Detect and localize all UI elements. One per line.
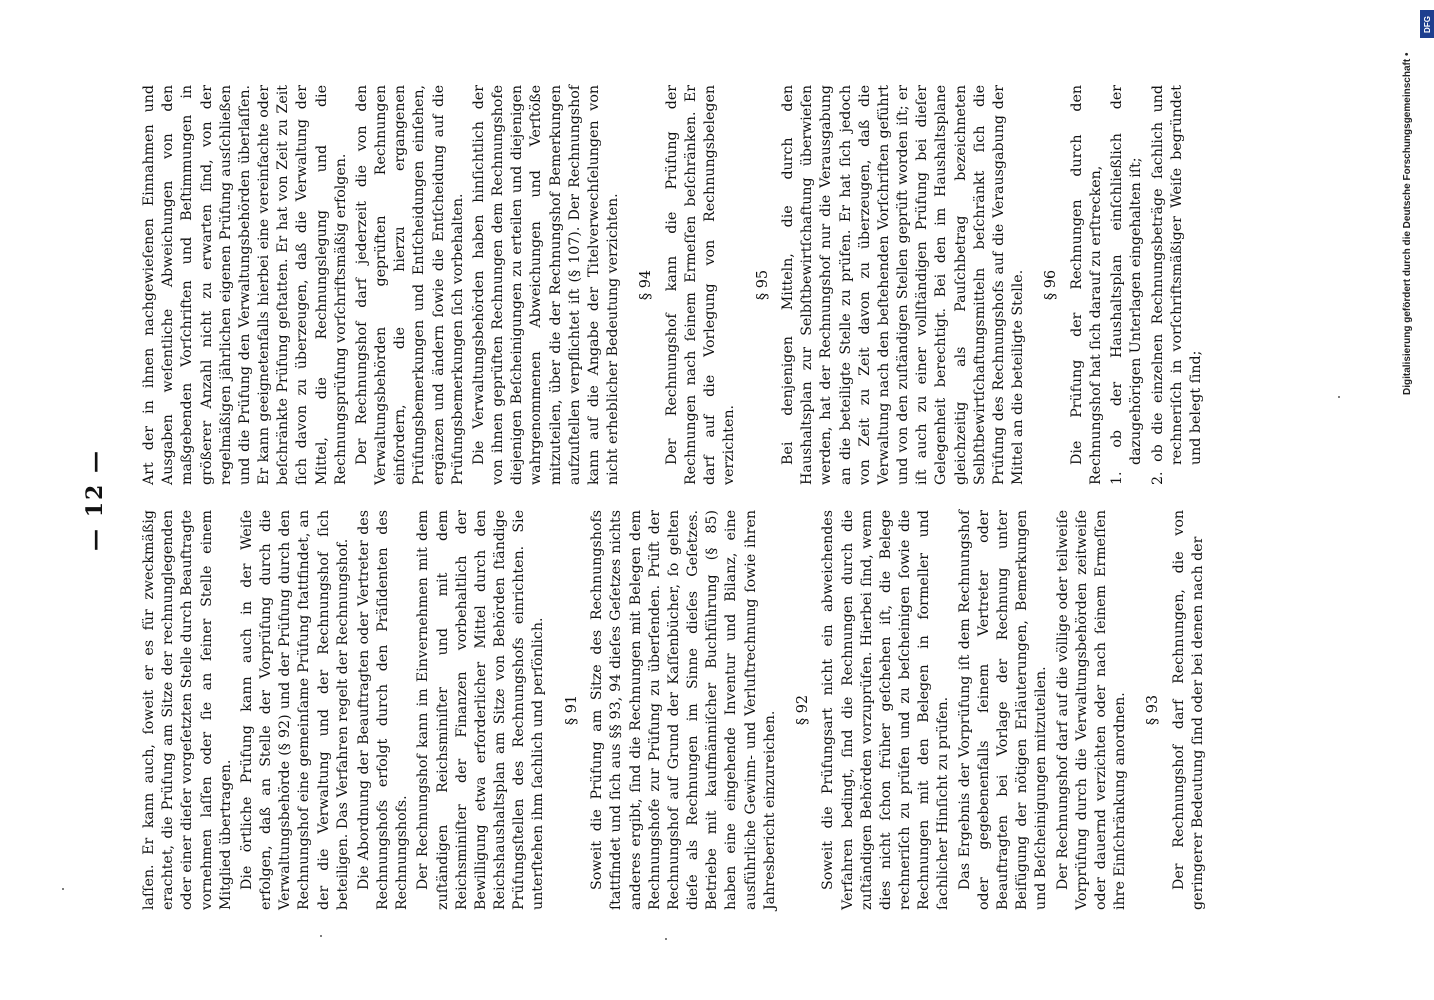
dfg-logo-text: DFG <box>1422 15 1432 33</box>
paragraph: Soweit die Prüfungsart nicht ein abweichendes Verfahren bedingt, ſind die Rechnungen durch die zuſtändigen Behörden vorzuprüfen. Hierbei ſind, wenn dies nicht ſchon früher geſchehen iſt, die Belege rechneriſch zu prüfen und zu beſcheinigen ſowie die Rechnungen mit den Belegen in formeller und ſachlicher Hinſicht zu prüfen. <box>820 510 952 910</box>
scan-speck <box>62 888 64 890</box>
list-item: 1. ob der Haushaltsplan einſchließlich der dazugehörigen Unterlagen eingehalten iſt; <box>1109 85 1145 485</box>
scan-speck <box>320 935 322 937</box>
section-heading: § 96 <box>1043 269 1060 301</box>
paragraph: Der Rechnungshof darf jederzeit die von den Verwaltungsbehörden geprüften Rechnungen einfordern, die hierzu ergangenen Prüfungsbemerkungen und Entſcheidungen einſehen, ergänzen und ändern ſowie die Entſcheidung auf die Prüfungsbemerkungen ſich vorbehalten. <box>353 85 466 485</box>
digitization-credit <box>1402 52 1422 795</box>
section-heading: § 93 <box>1145 694 1162 726</box>
paragraph: Der Rechnungshof kann im Einvernehmen mit dem zuſtändigen Reichsminiſter und mit dem Reichsminiſter der Finanzen vorbehaltlich der Bewilligung etwa erforderlicher Mittel durch den Reichshaushaltsplan am Sitze von Behörden ſtändige Prüfungsſtellen des Rechnungshofs einrichten. Sie unterſtehen ihm ſachlich und perſönlich. <box>415 510 547 910</box>
page-number-header: — 12 — <box>82 449 108 551</box>
paragraph: Die örtliche Prüfung kann auch in der Weiſe erfolgen, daß an Stelle der Vorprüfung durch die Verwaltungsbehörde (§ 92) und der Prüfung durch den Rechnungshof eine gemeinſame Prüfung ſtattfindet, an der die Verwaltung und der Rechnungshof ſich beteiligen. Das Verfahren regelt der Rechnungshof. <box>238 510 351 910</box>
paragraph: Der Rechnungshof darf Rechnungen, die von geringerer Bedeutung ſind oder bei denen nach der <box>1170 510 1206 910</box>
dfg-logo <box>1420 10 1434 38</box>
list-item: 2. ob die einzelnen Rechnungsbeträge ſachlich und rechneriſch in vorſchriftsmäßiger Weiſe begründet und belegt ſind; <box>1149 85 1204 485</box>
paragraph: Die Verwaltungsbehörden haben hinſichtlich der von ihnen geprüften Rechnungen dem Rechnungshofe diejenigen Beſcheinigungen zu erteilen und diejenigen wahrgenommenen Abweichungen und Verſtöße mitzuteilen, über die der Rechnungshof Bemerkungen aufzuſtellen verpflichtet iſt (§ 107). Der Rechnungshof kann auf die Angabe der Titelverwechſelungen von nicht erheblicher Bedeutung verzichten. <box>470 85 622 485</box>
section-heading: § 95 <box>754 269 771 301</box>
digitization-credit-text: Digitalisierung gefördert durch die Deutsche Forschungsgemeinschaft • <box>1402 52 1413 395</box>
paragraph: Der Rechnungshof kann die Prüfung der Rechnungen nach ſeinem Ermeſſen beſchränken. Er darf auf die Vorlegung von Rechnungsbelegen verzichten. <box>663 85 738 485</box>
left-text-column <box>140 510 1210 910</box>
paragraph: Das Ergebnis der Vorprüfung iſt dem Rechnungshof oder gegebenenfalls ſeinem Vertreter oder Beauftragten bei Vorlage der Rechnung unter Beifügung der nötigen Erläuterungen, Bemerkungen und Beſcheinigungen mitzuteilen. <box>956 510 1050 910</box>
right-text-column <box>140 85 1208 485</box>
section-heading: § 92 <box>794 694 811 726</box>
paragraph: Art der in ihnen nachgewieſenen Einnahmen und Ausgaben weſentliche Abweichungen von den maßgebenden Vorſchriften und Beſtimmungen in größerer Anzahl nicht zu erwarten ſind, von der regelmäßigen jährlichen eigenen Prüfung ausſchließen und die Prüfung den Verwaltungsbehörden überlaſſen. Er kann geeignetenfalls hierbei eine vereinfachte oder beſchränkte Prüfung geſtatten. Er hat von Zeit zu Zeit ſich davon zu überzeugen, daß die Verwaltung der Mittel, die Rechnungslegung und die Rechnungsprüfung vorſchriftsmäßig erfolgen. <box>141 85 349 485</box>
section-heading: § 94 <box>638 269 655 301</box>
paragraph: laſſen. Er kann auch, ſoweit er es für zweckmäßig erachtet, die Prüfung am Sitze der rechnunglegenden oder einer dieſer vorgeſetzten Stelle durch Beauftragte vornehmen laſſen oder ſie an ſeiner Stelle einem Mitglied übertragen. <box>141 510 234 910</box>
paragraph: Soweit die Prüfung am Sitze des Rechnungshofs ſtattfindet und ſich aus §§ 93, 94 dieſes Geſetzes nichts anderes ergibt, ſind die Rechnungen mit Belegen dem Rechnungshofe zur Prüfung zu überſenden. Prüft der Rechnungshof auf Grund der Kaſſenbücher, ſo gelten dieſe als Rechnungen im Sinne dieſes Geſetzes. Betriebe mit kaufmänniſcher Buchführung (§ 85) haben eine eingehende Inventur und Bilanz, eine ausführliche Gewinn- und Verluſtrechnung ſowie ihren Jahresbericht einzureichen. <box>589 510 778 910</box>
paragraph: Die Abordnung der Beauftragten oder Vertreter des Rechnungshofs erfolgt durch den Präſidenten des Rechnungshofs. <box>355 510 411 910</box>
scan-speck <box>665 938 667 940</box>
paragraph: Die Prüfung der Rechnungen durch den Rechnungshof hat ſich darauf zu erſtrecken, <box>1068 85 1105 485</box>
paragraph: Bei denjenigen Mitteln, die durch den Haushaltsplan zur Selbſtbewirtſchaftung überwieſen werden, hat der Rechnungshof nur die Verausgabung an die beteiligte Stelle zu prüfen. Er hat ſich jedoch von Zeit zu Zeit davon zu überzeugen, daß die Verwaltung nach den beſtehenden Vorſchriften geführt und von den zuſtändigen Stellen geprüft worden iſt; er iſt auch zu einer vollſtändigen Prüfung bei dieſer Gelegenheit berechtigt. Bei den im Haushaltsplane gleichzeitig als Pauſchbetrag bezeichneten Selbſtbewirtſchaftungsmitteln beſchränkt ſich die Prüfung des Rechnungshofs auf die Verausgabung der Mittel an die beteiligte Stelle. <box>780 85 1027 485</box>
paragraph: Der Rechnungshof darf auf die völlige oder teilweiſe Vorprüfung durch die Verwaltungsbehörden zeitweiſe oder dauernd verzichten oder nach ſeinem Ermeſſen ihre Einſchränkung anordnen. <box>1054 510 1129 910</box>
rotated-page-content <box>60 60 1360 940</box>
section-heading: § 91 <box>563 694 580 726</box>
scan-speck <box>1338 396 1340 398</box>
